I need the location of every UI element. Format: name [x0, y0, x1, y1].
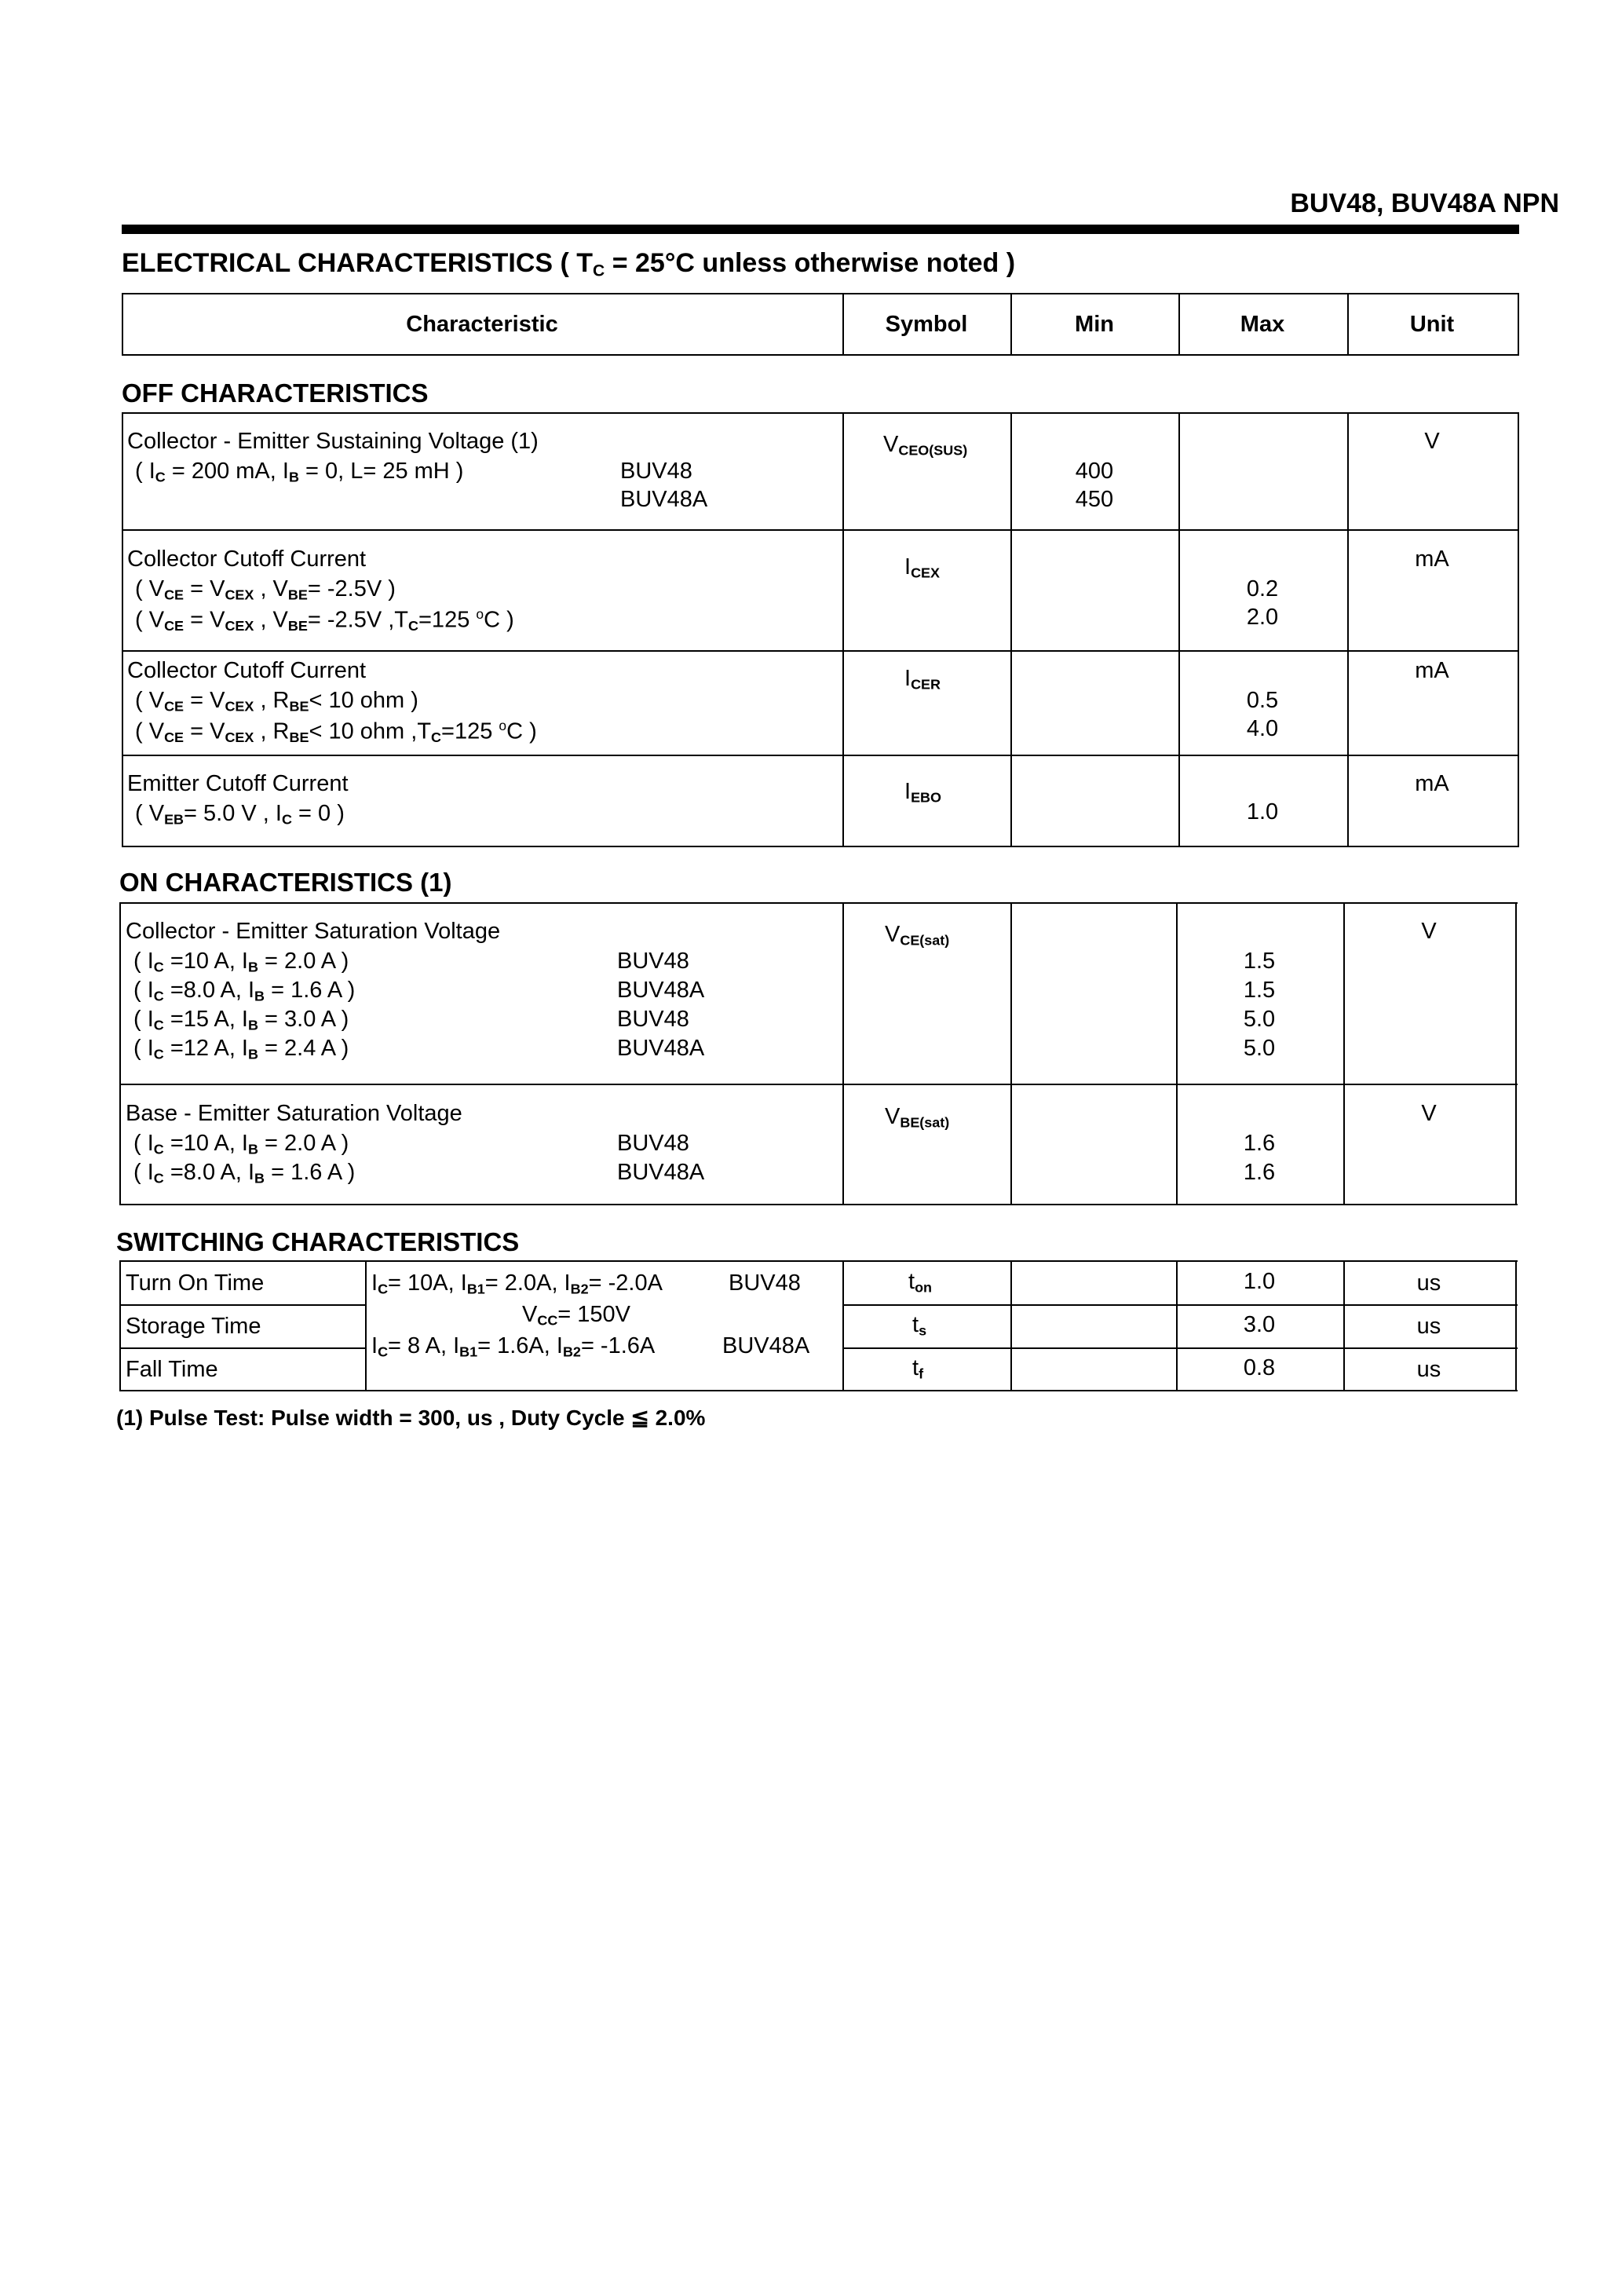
- off-r3-max-2: 4.0: [1246, 716, 1279, 741]
- col-header-min: Min: [1075, 312, 1114, 337]
- on-r2-condition-2: ( $I_C =8.0$ A, $I_B = 1.6$ A ): [133, 1160, 356, 1186]
- on-r1-device-4: BUV48A: [617, 1036, 705, 1061]
- sw-condition-3-device: BUV48A: [722, 1333, 810, 1358]
- sw-row-1-max: 1.0: [1243, 1269, 1276, 1294]
- part-title: BUV48, BUV48A NPN: [1290, 188, 1559, 218]
- on-section-title: ON CHARACTERISTICS (1): [119, 868, 452, 897]
- on-r2-max-1: 1.6: [1243, 1131, 1276, 1156]
- off-r1-symbol: $V_{CEO(SUS)}$: [883, 432, 968, 459]
- sw-row-2-max: 3.0: [1243, 1312, 1276, 1337]
- on-r1-symbol: $V_{CE(sat)}$: [885, 922, 950, 949]
- sw-row-3-symbol: $t_f$: [912, 1355, 924, 1382]
- off-r3-symbol: $I_{CER}$: [904, 666, 941, 693]
- off-r1-unit: V: [1424, 429, 1440, 454]
- off-r2-symbol: $I_{CEX}$: [904, 554, 941, 581]
- on-r1-max-4: 5.0: [1243, 1036, 1276, 1061]
- on-r1-device-2: BUV48A: [617, 978, 705, 1003]
- col-header-unit: Unit: [1409, 312, 1455, 337]
- off-r2-unit: mA: [1415, 547, 1449, 572]
- off-r4-name: Emitter Cutoff Current: [127, 771, 349, 796]
- off-r4-condition: ( $V_{EB}= 5.0$ V , $I_C = 0$ ): [135, 801, 345, 828]
- on-r1-name: Collector - Emitter Saturation Voltage: [126, 919, 501, 944]
- off-r1-min-2: 450: [1075, 487, 1114, 512]
- sw-condition-3: $I_C= 8$ A, $I_{B1}= 1.6A$, $I_{B2}= -1.6A$: [371, 1333, 656, 1360]
- sw-condition-2: $V_{CC}= 150V$: [522, 1302, 631, 1329]
- col-header-characteristic: Characteristic: [406, 312, 558, 337]
- off-r1-min-1: 400: [1075, 459, 1114, 484]
- off-r4-max: 1.0: [1246, 799, 1279, 824]
- off-r2-max-1: 0.2: [1246, 576, 1279, 601]
- on-r2-symbol: $V_{BE(sat)}$: [885, 1104, 950, 1131]
- sw-row-2-unit: us: [1416, 1314, 1441, 1339]
- on-r1-condition-1: ( $I_C =10$ A, $I_B = 2.0$ A ): [133, 949, 349, 975]
- off-r2-max-2: 2.0: [1246, 605, 1279, 630]
- sw-row-2-name: Storage Time: [126, 1314, 261, 1339]
- off-r1-condition: ( $I_C = 200$ mA, $I_B = 0$, L= 25 mH ): [135, 459, 464, 485]
- off-r1-name: Collector - Emitter Sustaining Voltage (1): [127, 429, 539, 454]
- off-r4-unit: mA: [1415, 771, 1449, 796]
- on-r1-unit: V: [1421, 919, 1437, 944]
- col-header-max: Max: [1240, 312, 1285, 337]
- off-r2-condition-2: ( $V_{CE} = V_{CEX}$ , $V_{BE}= -2.5V$ $,T_C=125$ $^o$C ): [135, 606, 514, 634]
- sw-condition-1: $I_C= 10A$, $I_{B1}= 2.0A$, $I_{B2}= -2.0A$: [371, 1270, 663, 1297]
- off-r3-condition-1: ( $V_{CE} = V_{CEX}$ , $R_{BE}< 10$ ohm ): [135, 688, 418, 715]
- sw-condition-1-device: BUV48: [729, 1270, 801, 1296]
- footnote: (1) Pulse Test: Pulse width = 300, us , Duty Cycle ≦ 2.0%: [116, 1406, 706, 1430]
- off-r1-device-2: BUV48A: [620, 487, 708, 512]
- sw-row-3-name: Fall Time: [126, 1357, 218, 1382]
- on-r2-unit: V: [1421, 1101, 1437, 1126]
- off-r2-name: Collector Cutoff Current: [127, 547, 367, 572]
- off-r3-max-1: 0.5: [1246, 688, 1279, 713]
- off-r3-name: Collector Cutoff Current: [127, 658, 367, 683]
- on-r1-max-2: 1.5: [1243, 978, 1276, 1003]
- col-header-symbol: Symbol: [885, 312, 968, 337]
- off-section-title: OFF CHARACTERISTICS: [122, 378, 429, 408]
- on-r2-max-2: 1.6: [1243, 1160, 1276, 1185]
- on-r1-condition-4: ( $I_C =12$ A, $I_B = 2.4$ A ): [133, 1036, 349, 1062]
- on-r1-condition-2: ( $I_C =8.0$ A, $I_B = 1.6$ A ): [133, 978, 356, 1004]
- on-r1-device-1: BUV48: [617, 949, 689, 974]
- header-rule: [122, 225, 1519, 234]
- off-r3-unit: mA: [1415, 658, 1449, 683]
- sw-row-2-symbol: $t_s$: [912, 1312, 927, 1339]
- sw-row-1-unit: us: [1416, 1270, 1441, 1296]
- off-r3-condition-2: ( $V_{CE} = V_{CEX}$ , $R_{BE}< 10$ ohm $,T_C=125$ $^o$C ): [135, 718, 537, 746]
- on-r2-name: Base - Emitter Saturation Voltage: [126, 1101, 462, 1126]
- sw-row-3-max: 0.8: [1243, 1355, 1276, 1380]
- sw-row-1-symbol: $t_{on}$: [908, 1269, 933, 1296]
- on-r1-max-3: 5.0: [1243, 1007, 1276, 1032]
- on-r2-condition-1: ( $I_C =10$ A, $I_B = 2.0$ A ): [133, 1131, 349, 1157]
- off-r4-symbol: $I_{EBO}$: [904, 779, 942, 806]
- sw-row-1-name: Turn On Time: [126, 1270, 265, 1296]
- off-r1-device-1: BUV48: [620, 459, 692, 484]
- on-r2-device-2: BUV48A: [617, 1160, 705, 1185]
- off-r2-condition-1: ( $V_{CE} = V_{CEX}$ , $V_{BE}= -2.5V$ ): [135, 576, 396, 603]
- on-r1-max-1: 1.5: [1243, 949, 1276, 974]
- main-title: ELECTRICAL CHARACTERISTICS ( $T_C = 25^\circ C$ unless otherwise noted ): [122, 248, 1016, 280]
- on-r2-device-1: BUV48: [617, 1131, 689, 1156]
- switching-section-title: SWITCHING CHARACTERISTICS: [116, 1227, 520, 1256]
- on-r1-condition-3: ( $I_C =15$ A, $I_B = 3.0$ A ): [133, 1007, 349, 1033]
- on-r1-device-3: BUV48: [617, 1007, 689, 1032]
- sw-row-3-unit: us: [1416, 1357, 1441, 1382]
